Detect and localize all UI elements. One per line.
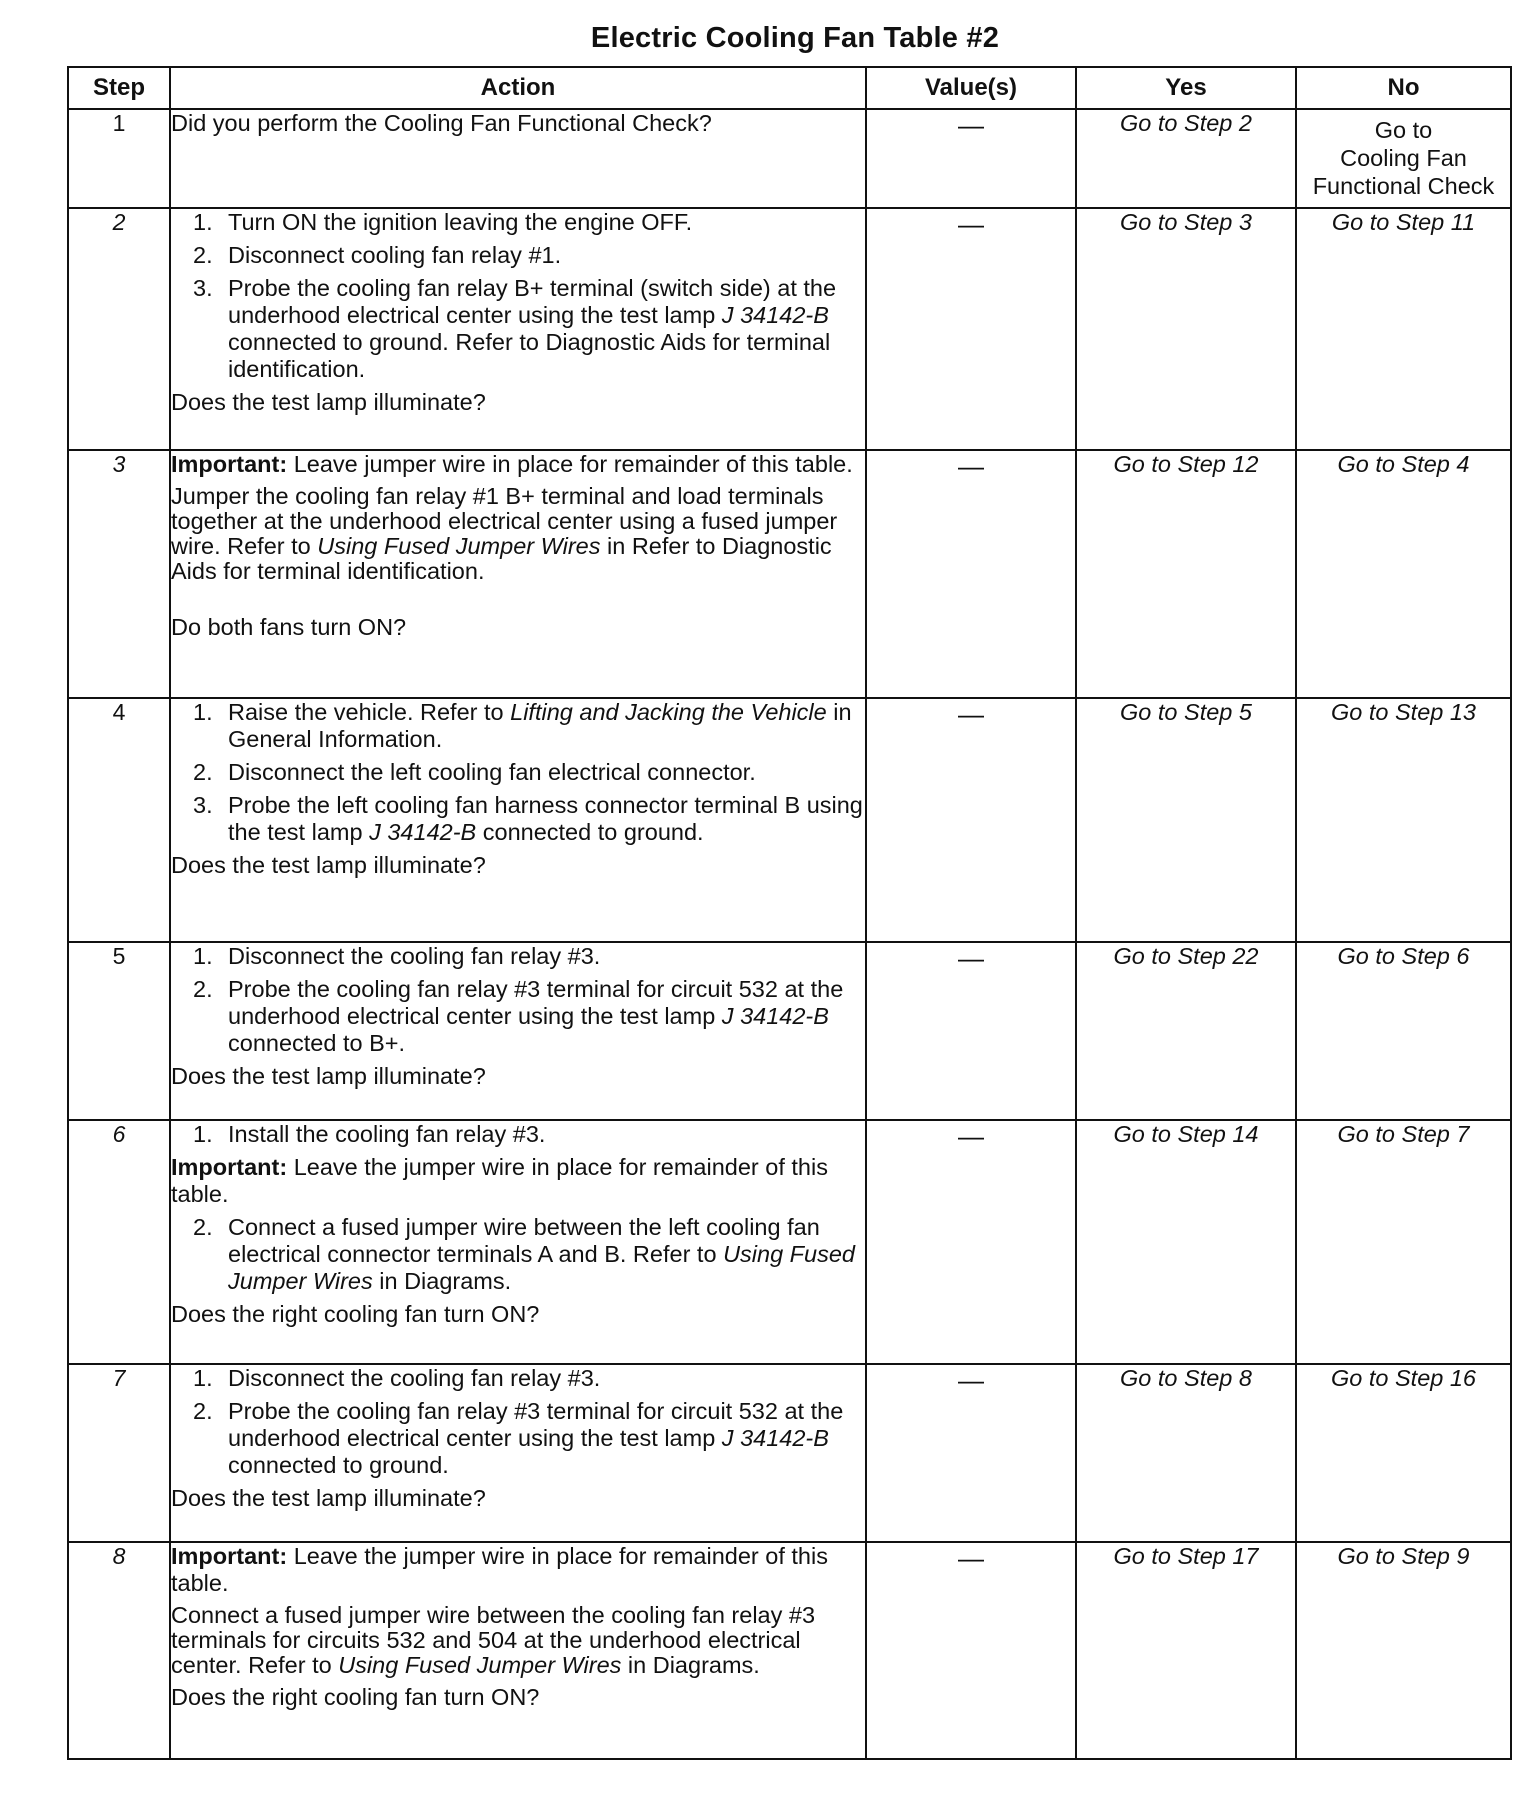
list-item: 2. Probe the cooling fan relay #3 terminal for circuit 532 at the underhood electrical center using the test lamp J 34142-B connected to ground. bbox=[193, 1398, 844, 1478]
header-no: No bbox=[1296, 67, 1511, 109]
value-cell: — bbox=[866, 1542, 1076, 1759]
action-list bbox=[171, 1121, 865, 1148]
yes-cell: Go to Step 8 bbox=[1076, 1364, 1296, 1542]
step-number: 3 bbox=[68, 450, 170, 698]
list-item: 2. Probe the cooling fan relay #3 terminal for circuit 532 at the underhood electrical center using the test lamp J 34142-B connected to B+. bbox=[193, 976, 844, 1056]
step-number: 8 bbox=[68, 1542, 170, 1759]
table-row bbox=[68, 1542, 1511, 1759]
important-note: Important: Leave the jumper wire in place for remainder of this table. bbox=[171, 1154, 828, 1207]
step-number: 5 bbox=[68, 942, 170, 1120]
yes-cell: Go to Step 17 bbox=[1076, 1542, 1296, 1759]
step-number: 6 bbox=[68, 1120, 170, 1364]
value-cell: — bbox=[866, 942, 1076, 1120]
action-list bbox=[171, 1214, 865, 1295]
action-cell bbox=[170, 1120, 866, 1364]
table-row bbox=[68, 1364, 1511, 1542]
table-row bbox=[68, 450, 1511, 698]
list-item: 3. Probe the left cooling fan harness connector terminal B using the test lamp J 34142-B connected to ground. bbox=[193, 792, 863, 845]
no-cell: Go to Step 11 bbox=[1296, 208, 1511, 450]
no-cell: Go to Step 16 bbox=[1296, 1364, 1511, 1542]
action-question: Does the right cooling fan turn ON? bbox=[171, 1301, 540, 1327]
table-title: Electric Cooling Fan Table #2 bbox=[590, 22, 1000, 54]
value-cell: — bbox=[866, 450, 1076, 698]
action-list bbox=[171, 209, 865, 383]
value-cell: — bbox=[866, 1364, 1076, 1542]
action-list bbox=[171, 943, 865, 1057]
header-row bbox=[68, 67, 1511, 109]
yes-cell: Go to Step 2 bbox=[1076, 109, 1296, 208]
action-question: Does the test lamp illuminate? bbox=[171, 1063, 486, 1089]
important-note: Important: Leave jumper wire in place for remainder of this table. bbox=[171, 451, 853, 477]
table-row bbox=[68, 698, 1511, 942]
list-item: 1. Raise the vehicle. Refer to Lifting and Jacking the Vehicle in General Information. bbox=[193, 699, 852, 752]
no-line: Go to bbox=[1374, 117, 1433, 143]
list-item: 2. Disconnect the left cooling fan electrical connector. bbox=[193, 759, 756, 785]
no-cell: Go to Step 9 bbox=[1296, 1542, 1511, 1759]
list-item: 1. Disconnect the cooling fan relay #3. bbox=[193, 1365, 601, 1391]
action-cell bbox=[170, 208, 866, 450]
no-cell: Go to Step 4 bbox=[1296, 450, 1511, 698]
no-line: Functional Check bbox=[1312, 173, 1495, 199]
no-cell bbox=[1296, 109, 1511, 208]
yes-cell: Go to Step 14 bbox=[1076, 1120, 1296, 1364]
header-step: Step bbox=[68, 67, 170, 109]
step-number: 2 bbox=[68, 208, 170, 450]
value-cell: — bbox=[866, 698, 1076, 942]
action-question: Does the test lamp illuminate? bbox=[171, 1485, 486, 1511]
header-values: Value(s) bbox=[866, 67, 1076, 109]
step-number: 1 bbox=[68, 109, 170, 208]
no-cell: Go to Step 6 bbox=[1296, 942, 1511, 1120]
tool-ref: J 34142-B bbox=[721, 302, 829, 328]
value-cell: — bbox=[866, 109, 1076, 208]
action-cell bbox=[170, 1542, 866, 1759]
action-list bbox=[171, 1365, 865, 1479]
list-item: 2. Disconnect cooling fan relay #1. bbox=[193, 242, 562, 268]
table-row bbox=[68, 208, 1511, 450]
action-body: Jumper the cooling fan relay #1 B+ terminal and load terminals together at the underhood electrical center using a fused jumper wire. Refer to Using Fused Jumper Wires in Refer to Diagnostic Aids for terminal identification. bbox=[171, 483, 838, 584]
list-item: 3. Probe the cooling fan relay B+ terminal (switch side) at the underhood electrical center using the test lamp J 34142-B connected to ground. Refer to Diagnostic Aids for terminal identification. bbox=[193, 275, 837, 382]
yes-cell: Go to Step 22 bbox=[1076, 942, 1296, 1120]
action-cell bbox=[170, 109, 866, 208]
value-cell: — bbox=[866, 1120, 1076, 1364]
table-row bbox=[68, 109, 1511, 208]
tool-ref: J 34142-B bbox=[369, 819, 477, 845]
action-cell bbox=[170, 698, 866, 942]
yes-cell: Go to Step 12 bbox=[1076, 450, 1296, 698]
list-item: 1. Install the cooling fan relay #3. bbox=[193, 1121, 546, 1147]
action-question: Do both fans turn ON? bbox=[171, 614, 407, 640]
tool-ref: J 34142-B bbox=[721, 1003, 829, 1029]
header-yes: Yes bbox=[1076, 67, 1296, 109]
diagnostic-table bbox=[67, 66, 1512, 1760]
action-body: Connect a fused jumper wire between the cooling fan relay #3 terminals for circuits 532 and 504 at the underhood electrical center. Refer to Using Fused Jumper Wires in Diagrams. bbox=[171, 1602, 816, 1678]
table-row bbox=[68, 942, 1511, 1120]
action-cell bbox=[170, 942, 866, 1120]
no-cell: Go to Step 7 bbox=[1296, 1120, 1511, 1364]
no-line: Cooling Fan bbox=[1340, 145, 1467, 171]
tool-ref: J 34142-B bbox=[721, 1425, 829, 1451]
yes-cell: Go to Step 3 bbox=[1076, 208, 1296, 450]
step-number: 7 bbox=[68, 1364, 170, 1542]
action-cell bbox=[170, 450, 866, 698]
action-question: Does the test lamp illuminate? bbox=[171, 389, 486, 415]
header-action: Action bbox=[170, 67, 866, 109]
step-number: 4 bbox=[68, 698, 170, 942]
value-cell: — bbox=[866, 208, 1076, 450]
action-question: Does the test lamp illuminate? bbox=[171, 852, 486, 878]
action-question: Did you perform the Cooling Fan Functional Check? bbox=[171, 110, 712, 136]
action-list bbox=[171, 699, 865, 846]
list-item: 1. Turn ON the ignition leaving the engine OFF. bbox=[193, 209, 693, 235]
list-item: 2. Connect a fused jumper wire between the left cooling fan electrical connector terminals A and B. Refer to Using Fused Jumper Wires in Diagrams. bbox=[193, 1214, 855, 1294]
action-cell bbox=[170, 1364, 866, 1542]
action-question: Does the right cooling fan turn ON? bbox=[171, 1684, 540, 1710]
no-cell: Go to Step 13 bbox=[1296, 698, 1511, 942]
list-item: 1. Disconnect the cooling fan relay #3. bbox=[193, 943, 601, 969]
important-note: Important: Leave the jumper wire in place for remainder of this table. bbox=[171, 1543, 828, 1596]
table-row bbox=[68, 1120, 1511, 1364]
yes-cell: Go to Step 5 bbox=[1076, 698, 1296, 942]
